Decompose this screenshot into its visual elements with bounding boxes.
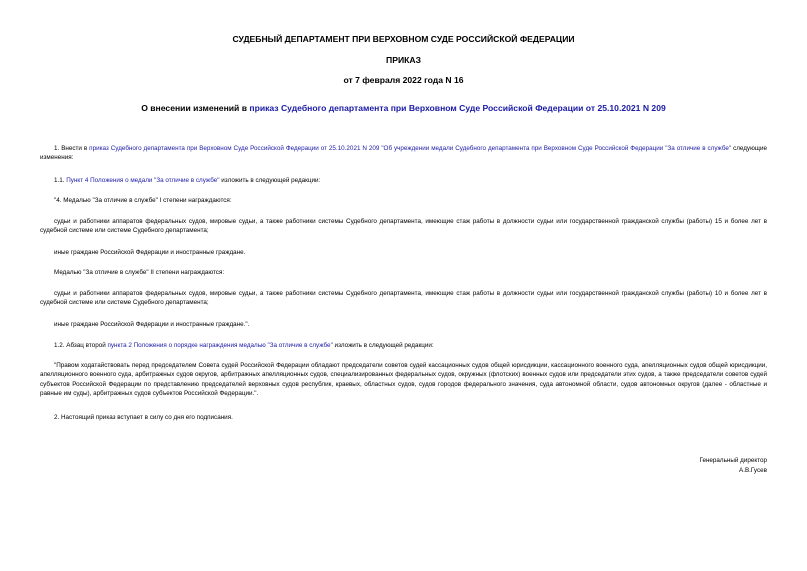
document-type: ПРИКАЗ <box>386 55 421 65</box>
paragraph-1-2 <box>40 341 767 350</box>
p2-prefix: 1.1. <box>54 177 67 184</box>
document-date-number: от 7 февраля 2022 года N 16 <box>343 75 464 85</box>
title-order-link[interactable]: приказ Судебного департамента при Верховном Суде Российской Федерации от 25.10.2021 N 209 <box>249 103 666 113</box>
p2-suffix: изложить в следующей редакции: <box>219 177 321 184</box>
paragraph-first-degree-citizens: иные граждане Российской Федерации и иностранные граждане. <box>54 249 246 256</box>
award-procedure-link[interactable]: Положения о порядке награждения медалью "За отличие в службе" <box>133 342 333 349</box>
item-4-link[interactable]: Пункт 4 <box>66 177 89 184</box>
signature-position: Генеральный директор <box>699 457 767 464</box>
p1-prefix: 1. Внести в <box>54 145 90 152</box>
p9-suffix: изложить в следующей редакции: <box>332 342 434 349</box>
paragraph-2-effective: 2. Настоящий приказ вступает в силу со дня его подписания. <box>54 414 233 421</box>
item-2-link[interactable]: пункта 2 <box>107 342 132 349</box>
paragraph-second-degree-citizens: иные граждане Российской Федерации и иностранные граждане.". <box>54 321 250 328</box>
paragraph-1-1 <box>40 176 767 185</box>
p1-suffix: следующие изменения: <box>40 145 767 162</box>
paragraph-petition-right: "Правом ходатайствовать перед председателем Совета судей Российской Федерации обладают председатели советов судей кассационных судов общей юрисдикции, кассационного военного суда, апелляционных судов общей юрисдикции, апелляционного военного суда, арбитражных судов округов, арбитражных апелляционных судов, специализированных федеральных судов, окружных (флотских) военных судов или председатели этих судов, а также председатели советов судей субъектов Российской Федерации по представлению председателей верховных судов республик, краевых, областных судов, судов городов федерального значения, суда автономной области, судов автономных округов (далее - областные и равные им суды), арбитражных судов субъектов Российской Федерации.". <box>40 362 767 398</box>
document-title <box>40 103 767 114</box>
organization-heading: СУДЕБНЫЙ ДЕПАРТАМЕНТ ПРИ ВЕРХОВНОМ СУДЕ РОССИЙСКОЙ ФЕДЕРАЦИИ <box>232 34 575 44</box>
paragraph-first-degree-judges: судьи и работники аппаратов федеральных судов, мировые судьи, а также работники системы Судебного департамента, имеющие стаж работы в должности судьи или государственной гражданской службы (работы) 15 и более лет в судебной системе или системе Судебного департамента; <box>40 218 767 235</box>
paragraph-1 <box>40 144 767 163</box>
order-209-link[interactable]: приказ Судебного департамента при Верховном Суде Российской Федерации от 25.10.2021 N 209 "Об учреждении медали Судебного департамента при Верховном Суде Российской Федерации "За отличие в службе" <box>89 145 732 152</box>
medal-regulation-link[interactable]: Положения о медали "За отличие в службе" <box>90 177 220 184</box>
paragraph-medal-first-degree: "4. Медалью "За отличие в службе" I степени награждаются: <box>54 197 232 204</box>
paragraph-medal-second-degree: Медалью "За отличие в службе" II степени награждаются: <box>54 269 225 276</box>
title-prefix: О внесении изменений в <box>141 103 250 113</box>
p9-prefix: 1.2. Абзац второй <box>54 342 108 349</box>
signature-name: А.В.Гусев <box>739 467 767 474</box>
paragraph-second-degree-judges: судьи и работники аппаратов федеральных судов, мировые судьи, а также работники системы Судебного департамента, имеющие стаж работы в должности судьи или государственной гражданской службы (работы) 10 и более лет в судебной системе или системе Судебного департамента; <box>40 290 767 307</box>
